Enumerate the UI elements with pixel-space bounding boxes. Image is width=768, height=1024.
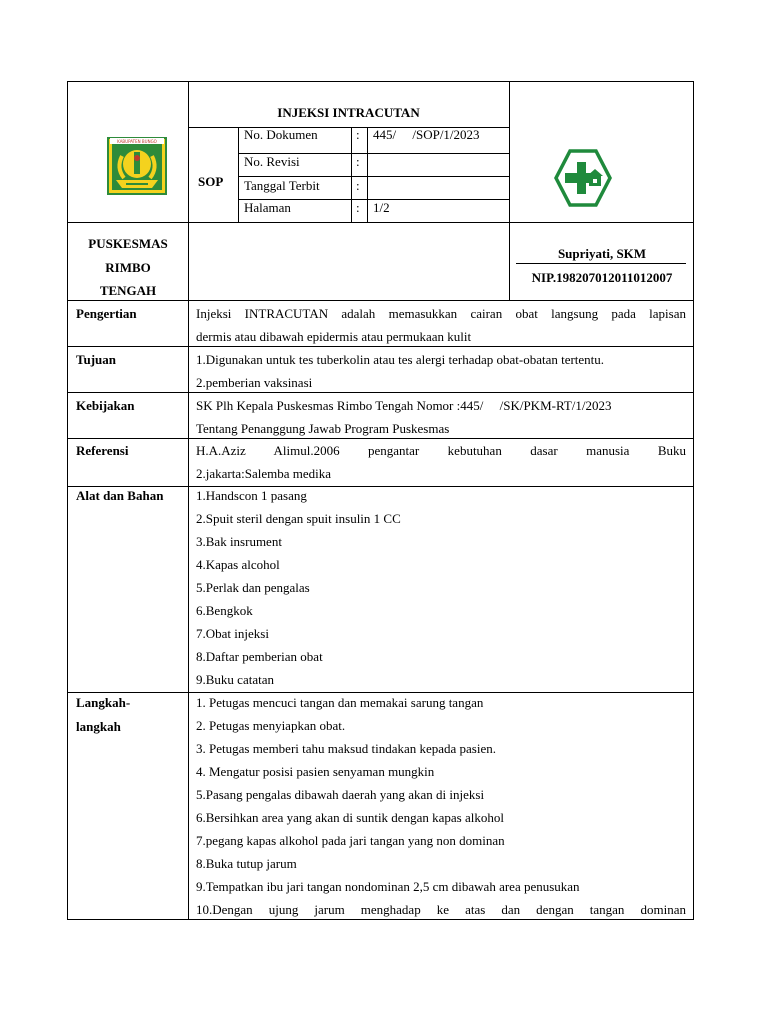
divider	[351, 127, 352, 222]
section-content-tujuan	[196, 348, 686, 394]
field-label-tanggal-terbit: Tanggal Terbit	[244, 178, 320, 193]
list-item: 5.Pasang pengalas dibawah daerah yang akan di injeksi	[196, 787, 485, 802]
field-value-no-dokumen: 445/ /SOP/1/2023	[373, 127, 480, 142]
field-separator: :	[356, 127, 360, 142]
list-item: 3. Petugas memberi tahu maksud tindakan kepada pasien.	[196, 741, 497, 756]
section-content-alat-bahan	[196, 484, 686, 691]
section-label-alat-bahan: Alat dan Bahan	[76, 488, 164, 503]
text-line: 2.pemberian vaksinasi	[196, 375, 313, 390]
list-item: 4.Kapas alcohol	[196, 557, 280, 572]
signer-name: Supriyati, SKM	[557, 246, 647, 261]
text-line: 1.Digunakan untuk tes tuberkolin atau tes alergi terhadap obat-obatan tertentu.	[196, 352, 605, 367]
section-content-pengertian	[196, 302, 686, 348]
document-title: INJEKSI INTRACUTAN	[277, 105, 420, 120]
list-item: 1. Petugas mencuci tangan dan memakai sarung tangan	[196, 695, 484, 710]
divider	[238, 176, 509, 177]
list-item: 2.Spuit steril dengan spuit insulin 1 CC	[196, 511, 401, 526]
text-line: Injeksi INTRACUTAN adalah memasukkan cairan obat langsung pada lapisan	[196, 306, 686, 321]
list-item: 1.Handscon 1 pasang	[196, 488, 307, 503]
section-label-kebijakan: Kebijakan	[76, 398, 135, 413]
list-item: 7.pegang kapas alkohol pada jari tangan yang non dominan	[196, 833, 505, 848]
divider	[68, 300, 694, 301]
text-line: H.A.Aziz Alimul.2006 pengantar kebutuhan dasar manusia Buku	[196, 443, 686, 458]
sop-document	[67, 81, 694, 920]
text-line: 2.jakarta:Salemba medika	[196, 466, 332, 481]
section-label-referensi: Referensi	[76, 443, 129, 458]
field-value-halaman: 1/2	[373, 200, 390, 215]
org-name-line3: TENGAH	[99, 283, 157, 298]
section-label-langkah-line2: langkah	[76, 719, 121, 734]
field-separator: :	[356, 178, 360, 193]
field-label-no-revisi: No. Revisi	[244, 154, 300, 169]
signer-nip: NIP.198207012011012007	[531, 270, 673, 285]
list-item: 7.Obat injeksi	[196, 626, 269, 641]
text-line: SK Plh Kepala Puskesmas Rimbo Tengah Nomor :445/ /SK/PKM-RT/1/2023	[196, 398, 612, 413]
section-label-langkah-line1: Langkah-	[76, 695, 131, 710]
field-separator: :	[356, 200, 360, 215]
list-item: 6.Bersihkan area yang akan di suntik dengan kapas alkohol	[196, 810, 504, 825]
field-separator: :	[356, 154, 360, 169]
divider	[188, 300, 189, 920]
district-crest-logo	[106, 134, 168, 198]
list-item: 6.Bengkok	[196, 603, 253, 618]
list-item: 5.Perlak dan pengalas	[196, 580, 310, 595]
org-name-line2: RIMBO	[105, 260, 151, 275]
list-item: 8.Daftar pemberian obat	[196, 649, 323, 664]
puskesmas-logo	[554, 149, 612, 207]
text-line: dermis atau dibawah epidermis atau permukaan kulit	[196, 329, 472, 344]
list-item: 3.Bak insrument	[196, 534, 282, 549]
section-content-kebijakan	[196, 394, 686, 440]
org-name-line1: PUSKESMAS	[88, 236, 168, 251]
divider	[509, 82, 510, 300]
list-item: 4. Mengatur posisi pasien senyaman mungkin	[196, 764, 435, 779]
signature-line	[516, 263, 686, 264]
crest-caption: KABUPATEN BUNGO	[117, 139, 157, 144]
divider	[68, 222, 694, 223]
list-item: 8.Buka tutup jarum	[196, 856, 297, 871]
list-item: 9.Tempatkan ibu jari tangan nondominan 2,5 cm dibawah area penusukan	[196, 879, 580, 894]
section-content-referensi	[196, 439, 686, 485]
list-item: 9.Buku catatan	[196, 672, 274, 687]
text-line: Tentang Penanggung Jawab Program Puskesmas	[196, 421, 450, 436]
field-label-no-dokumen: No. Dokumen	[244, 127, 318, 142]
section-label-pengertian: Pengertian	[76, 306, 137, 321]
section-label-tujuan: Tujuan	[76, 352, 116, 367]
section-content-langkah	[196, 691, 686, 920]
list-item: 2. Petugas menyiapkan obat.	[196, 718, 346, 733]
sop-label: SOP	[198, 174, 224, 189]
divider	[238, 127, 239, 222]
list-item: 10.Dengan ujung jarum menghadap ke atas dan dengan tangan dominan	[196, 902, 686, 917]
field-label-halaman: Halaman	[244, 200, 291, 215]
divider	[367, 127, 368, 222]
